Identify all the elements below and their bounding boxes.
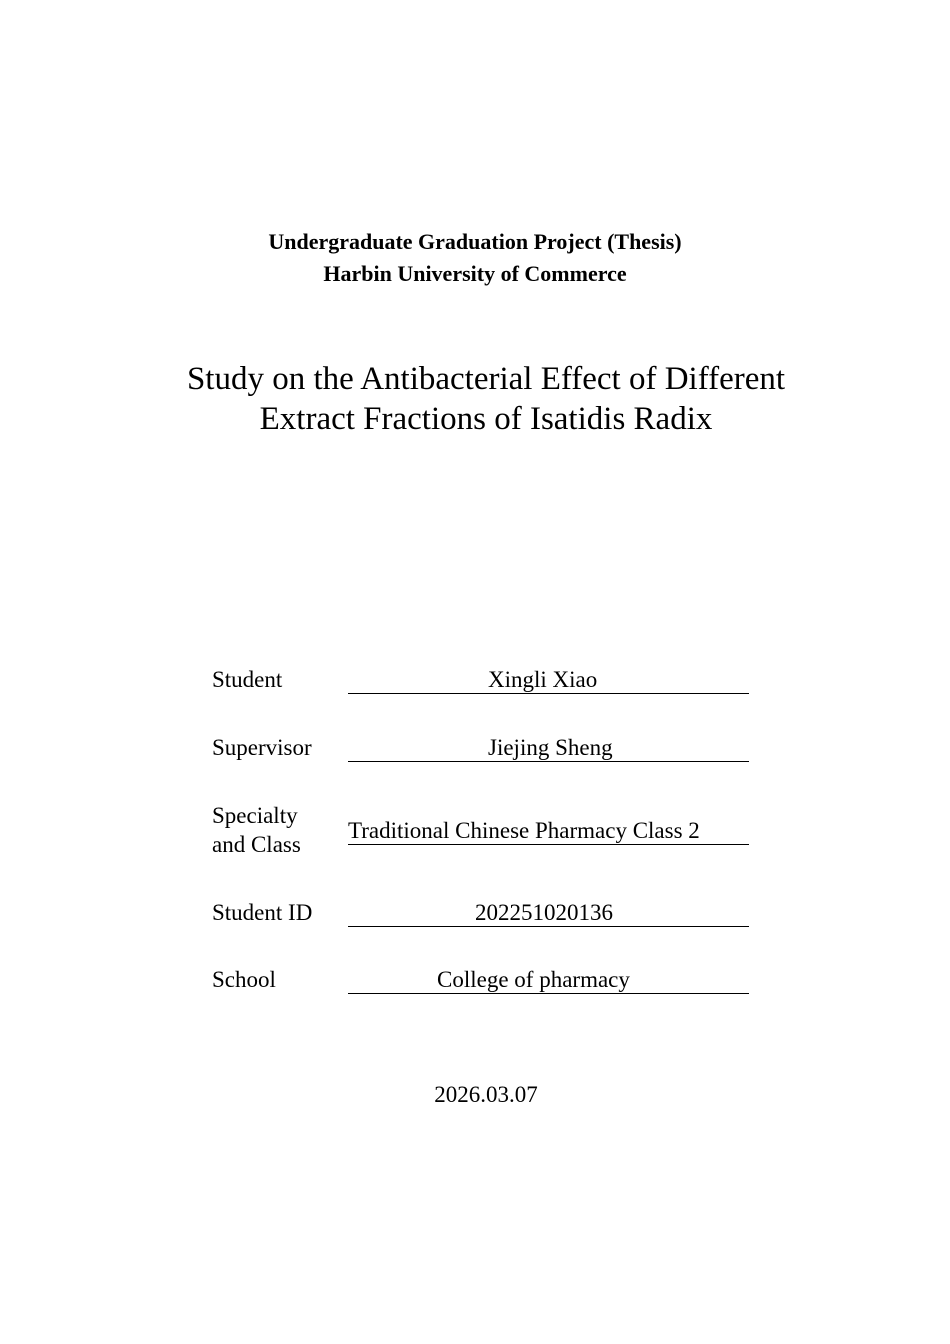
specialty-label-line-1: Specialty: [212, 803, 298, 828]
student-id-field: [348, 900, 749, 927]
supervisor-field: [348, 735, 749, 762]
thesis-title-line-1: Study on the Antibacterial Effect of Different: [186, 361, 786, 397]
school-label: School: [212, 967, 276, 992]
student-value: Xingli Xiao: [488, 667, 598, 692]
student-id-value: 202251020136: [475, 900, 613, 925]
school-value: College of pharmacy: [437, 967, 630, 992]
student-label: Student: [212, 667, 283, 692]
supervisor-value: Jiejing Sheng: [488, 735, 613, 760]
specialty-value: Traditional Chinese Pharmacy Class 2: [348, 818, 700, 843]
specialty-field: [348, 818, 749, 845]
school-field: [348, 967, 749, 994]
specialty-label-line-2: and Class: [212, 832, 301, 857]
thesis-title: [0, 359, 950, 439]
student-field: [348, 667, 749, 694]
university-name: Harbin University of Commerce: [323, 261, 627, 286]
thesis-title-line-2: Extract Fractions of Isatidis Radix: [259, 401, 713, 437]
thesis-header: [0, 226, 950, 290]
thesis-type: Undergraduate Graduation Project (Thesis): [268, 229, 682, 254]
supervisor-label: Supervisor: [212, 735, 312, 760]
student-id-label: Student ID: [212, 900, 313, 925]
submission-date: 2026.03.07: [434, 1082, 538, 1107]
